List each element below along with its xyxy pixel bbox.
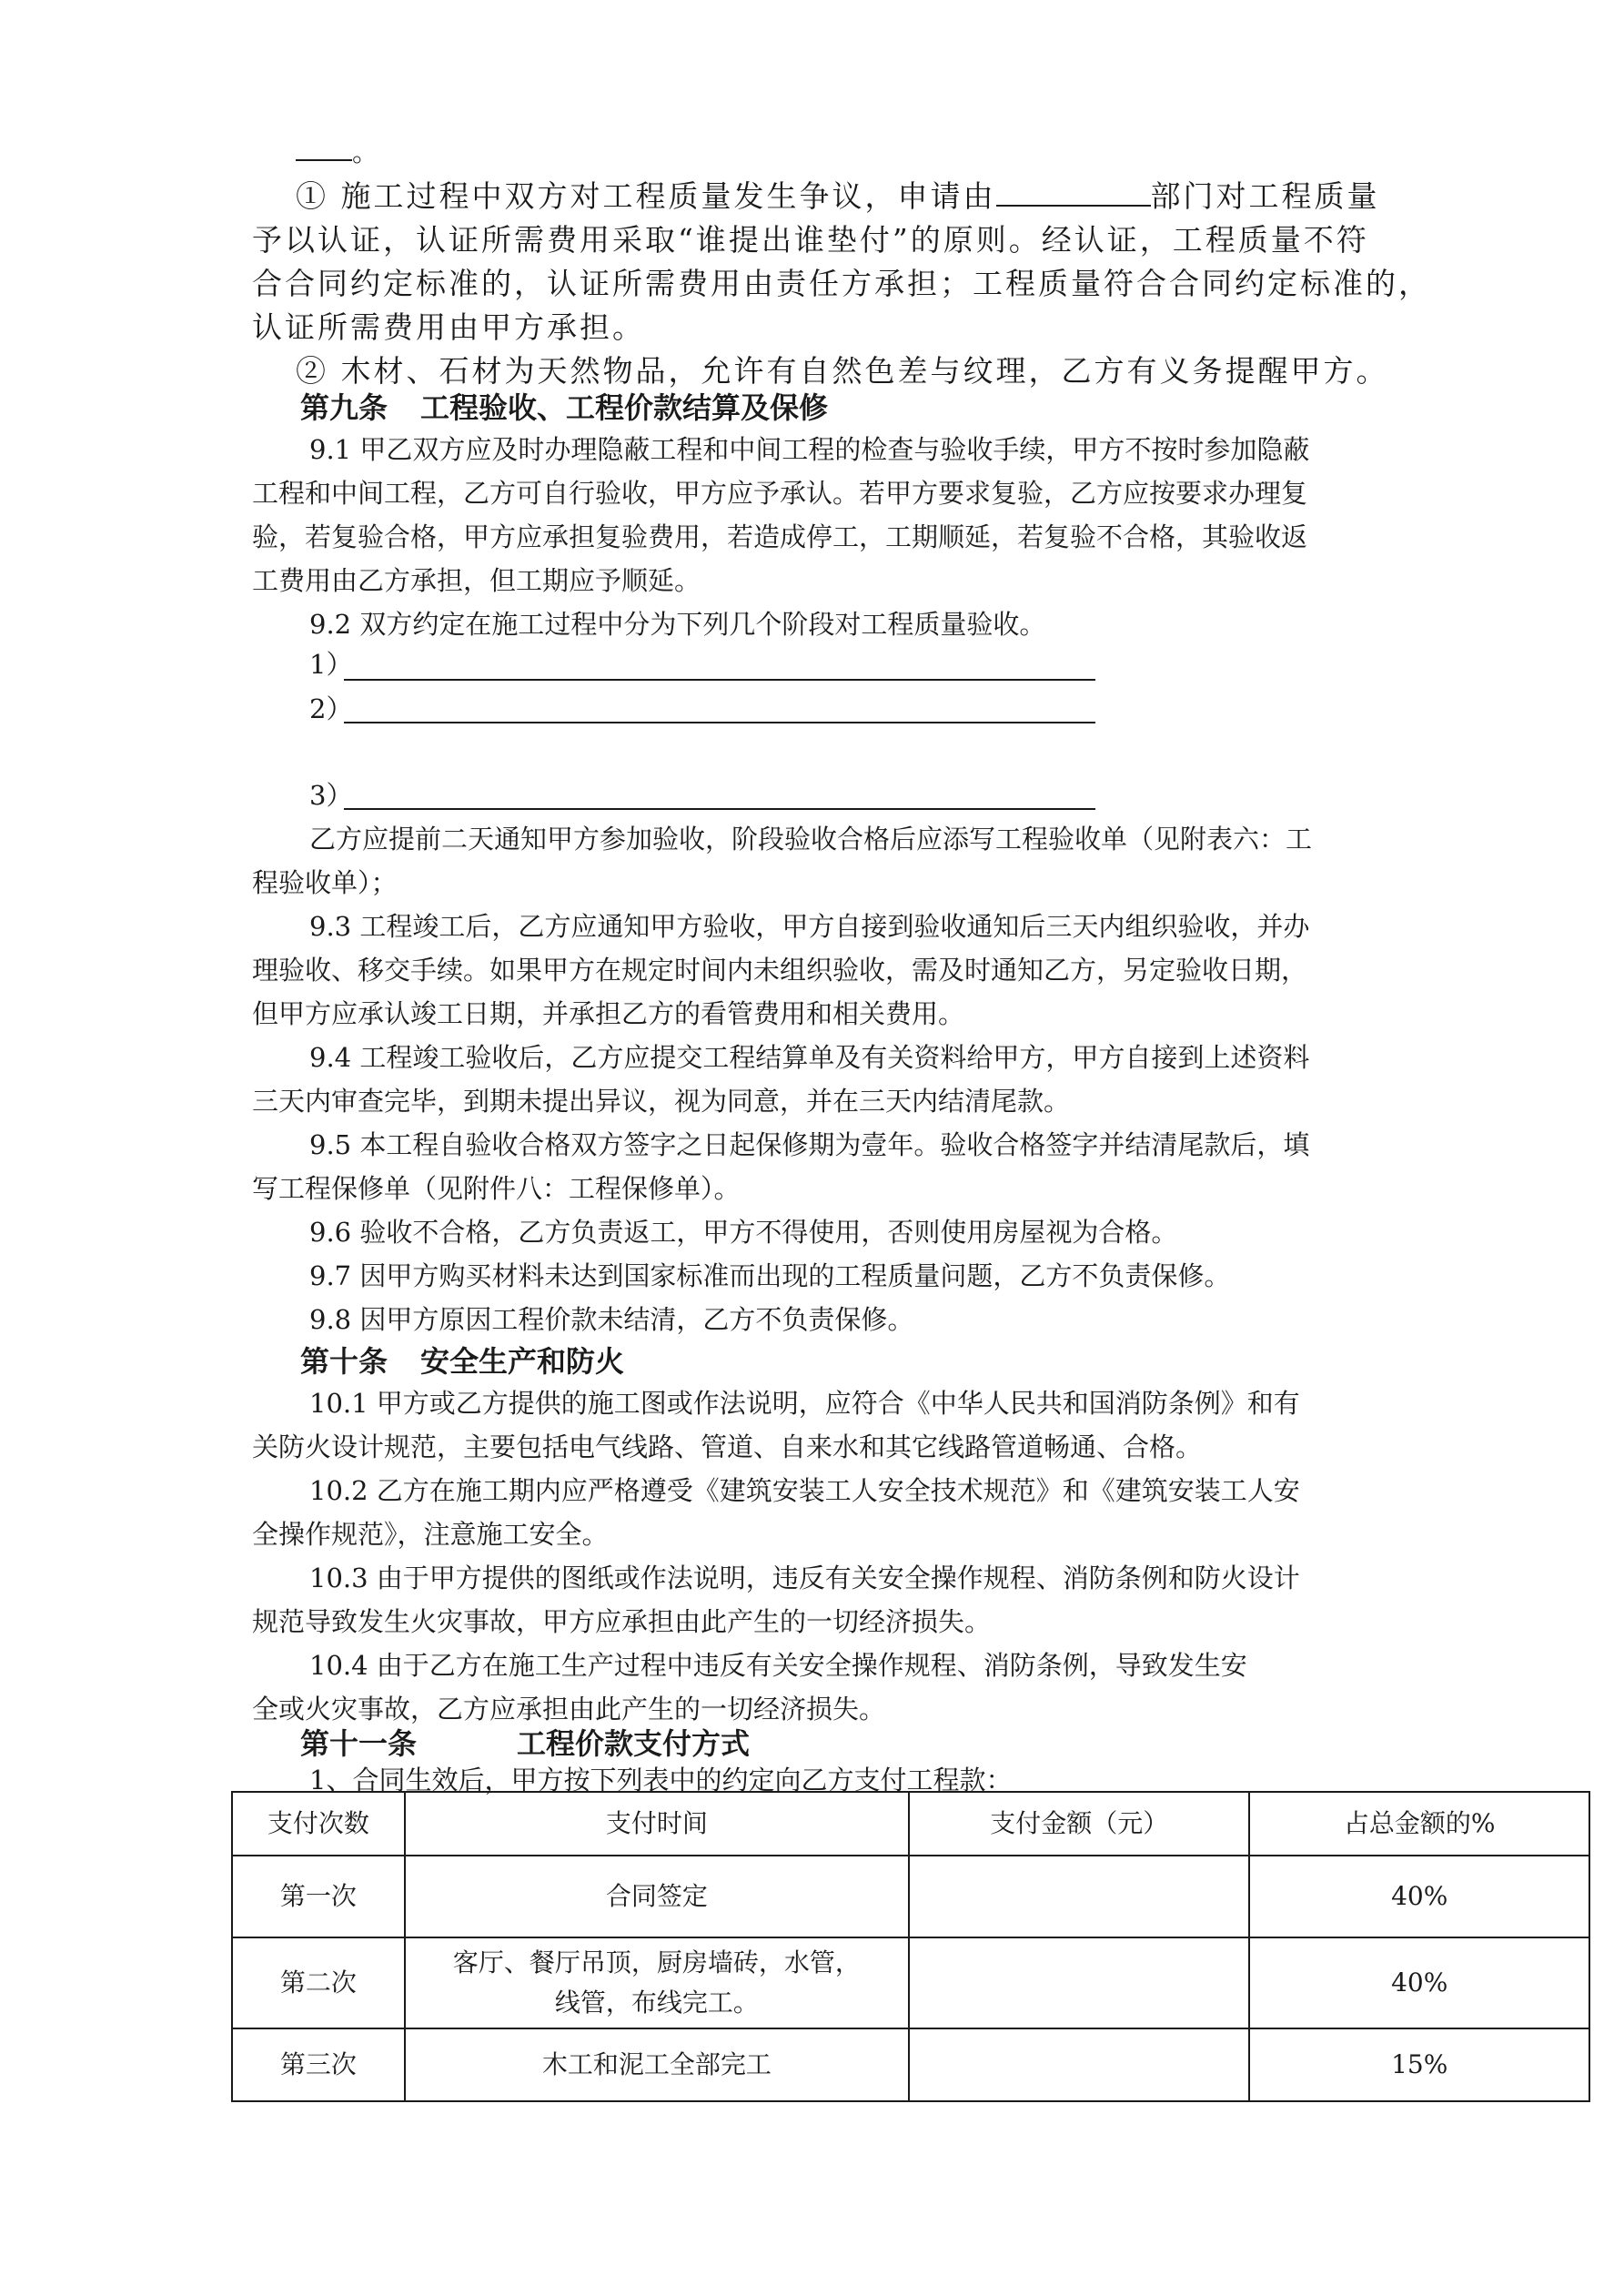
paragraph-line: 理验收、移交手续。如果甲方在规定时间内未组织验收，需及时通知乙方，另定验收日期， (252, 955, 1308, 986)
table-cell: 第一次 (232, 1856, 405, 1937)
table-cell: 40% (1249, 1937, 1589, 2028)
paragraph-line: 9.8 因甲方原因工程价款未结清，乙方不负责保修。 (309, 1304, 914, 1335)
table-row (232, 1937, 1589, 2028)
paragraph-line: 9.5 本工程自验收合格双方签字之日起保修期为壹年。验收合格签字并结清尾款后，填 (309, 1129, 1310, 1160)
paragraph-line: 规范导致发生火灾事故，甲方应承担由此产生的一切经济损失。 (252, 1606, 992, 1637)
stage-item-2: 2） (309, 693, 353, 724)
table-cell: 木工和泥工全部完工 (405, 2028, 909, 2101)
paragraph-line: 验，若复验合格，甲方应承担复验费用，若造成停工，工期顺延，若复验不合格，其验收返 (252, 521, 1308, 552)
paragraph-line: 9.4 工程竣工验收后，乙方应提交工程结算单及有关资料给甲方，甲方自接到上述资料 (309, 1042, 1310, 1073)
paragraph-line: 工程和中间工程，乙方可自行验收，甲方应予承认。若甲方要求复验，乙方应按要求办理复 (252, 478, 1308, 509)
article-10-heading: 第十条 安全生产和防火 (300, 1344, 625, 1379)
paragraph-line: 10.2 乙方在施工期内应严格遵受《建筑安装工人安全技术规范》和《建筑安装工人安 (309, 1475, 1300, 1506)
table-header-cell: 支付次数 (232, 1792, 405, 1856)
paragraph-line: ② 木材、石材为天然物品，允许有自然色差与纹理，乙方有义务提醒甲方。 (296, 353, 1389, 389)
paragraph-line: 程验收单）； (252, 867, 398, 898)
stage-item-3: 3） (309, 780, 353, 811)
table-cell: 40% (1249, 1856, 1589, 1937)
table-cell: 15% (1249, 2028, 1589, 2101)
table-cell: 客厅、餐厅吊顶，厨房墙砖，水管， 线管，布线完工。 (405, 1937, 909, 2028)
stage-item-1: 1） (309, 649, 353, 680)
table-header-cell: 占总金额的% (1249, 1792, 1589, 1856)
continuation-line: 。 (296, 130, 1624, 174)
paragraph-line: 合合同约定标准的，认证所需费用由责任方承担；工程质量符合合同约定标准的， (252, 266, 1431, 301)
paragraph-line: ① 施工过程中双方对工程质量发生争议，申请由 部门对工程质量 (296, 178, 1380, 214)
stage-fill-line-2 (344, 722, 1095, 723)
stage-fill-line-1 (344, 679, 1095, 681)
paragraph-line: 1、合同生效后，甲方按下列表中的约定向乙方支付工程款： (309, 1765, 1013, 1795)
paragraph-line: 9.3 工程竣工后，乙方应通知甲方验收，甲方自接到验收通知后三天内组织验收，并办 (309, 911, 1310, 942)
paragraph-line: 关防火设计规范，主要包括电气线路、管道、自来水和其它线路管道畅通、合格。 (252, 1431, 1203, 1462)
fill-blank (996, 177, 1151, 207)
table-row (232, 2028, 1589, 2101)
table-cell (909, 1856, 1250, 1937)
paragraph-line: 9.7 因甲方购买材料未达到国家标准而出现的工程质量问题，乙方不负责保修。 (309, 1260, 1231, 1291)
table-header-row (232, 1792, 1589, 1856)
paragraph-line: 9.1 甲乙双方应及时办理隐蔽工程和中间工程的检查与验收手续，甲方不按时参加隐蔽 (309, 434, 1310, 465)
table-cell: 合同签定 (405, 1856, 909, 1937)
paragraph-line: 予以认证，认证所需费用采取“谁提出谁垫付”的原则。经认证，工程质量不符 (252, 222, 1369, 258)
paragraph-line: 乙方应提前二天通知甲方参加验收，阶段验收合格后应添写工程验收单（见附表六：工 (309, 824, 1313, 855)
table-cell: 第三次 (232, 2028, 405, 2101)
paragraph-line: 工费用由乙方承担，但工期应予顺延。 (252, 565, 701, 596)
paragraph-line: 写工程保修单（见附件八：工程保修单）。 (252, 1173, 741, 1204)
paragraph-line: 9.6 验收不合格，乙方负责返工，甲方不得使用，否则使用房屋视为合格。 (309, 1217, 1178, 1248)
paragraph-line: 三天内审查完毕，到期未提出异议，视为同意，并在三天内结清尾款。 (252, 1086, 1071, 1117)
article-9-heading: 第九条 工程验收、工程价款结算及保修 (300, 390, 829, 425)
paragraph-line: 9.2 双方约定在施工过程中分为下列几个阶段对工程质量验收。 (309, 609, 1046, 640)
paragraph-line: 10.1 甲方或乙方提供的施工图或作法说明，应符合《中华人民共和国消防条例》和有 (309, 1388, 1300, 1419)
table-cell: 第二次 (232, 1937, 405, 2028)
paragraph-line: 认证所需费用由甲方承担。 (252, 309, 645, 345)
paragraph-line: 10.3 由于甲方提供的图纸或作法说明，违反有关安全操作规程、消防条例和防火设计 (309, 1563, 1300, 1593)
table-row (232, 1856, 1589, 1937)
payment-table (231, 1791, 1590, 2102)
table-header-cell: 支付时间 (405, 1792, 909, 1856)
stage-fill-line-3 (344, 808, 1095, 810)
paragraph-line: 全操作规范》，注意施工安全。 (252, 1519, 609, 1550)
paragraph-line: 10.4 由于乙方在施工生产过程中违反有关安全操作规程、消防条例，导致发生安 (309, 1650, 1247, 1681)
paragraph-line: 全或火灾事故，乙方应承担由此产生的一切经济损失。 (252, 1694, 886, 1725)
fill-blank (296, 132, 352, 161)
table-cell (909, 2028, 1250, 2101)
article-11-heading: 第十一条 工程价款支付方式 (300, 1726, 751, 1761)
table-cell (909, 1937, 1250, 2028)
table-header-cell: 支付金额（元） (909, 1792, 1250, 1856)
paragraph-line: 但甲方应承认竣工日期，并承担乙方的看管费用和相关费用。 (252, 998, 965, 1029)
